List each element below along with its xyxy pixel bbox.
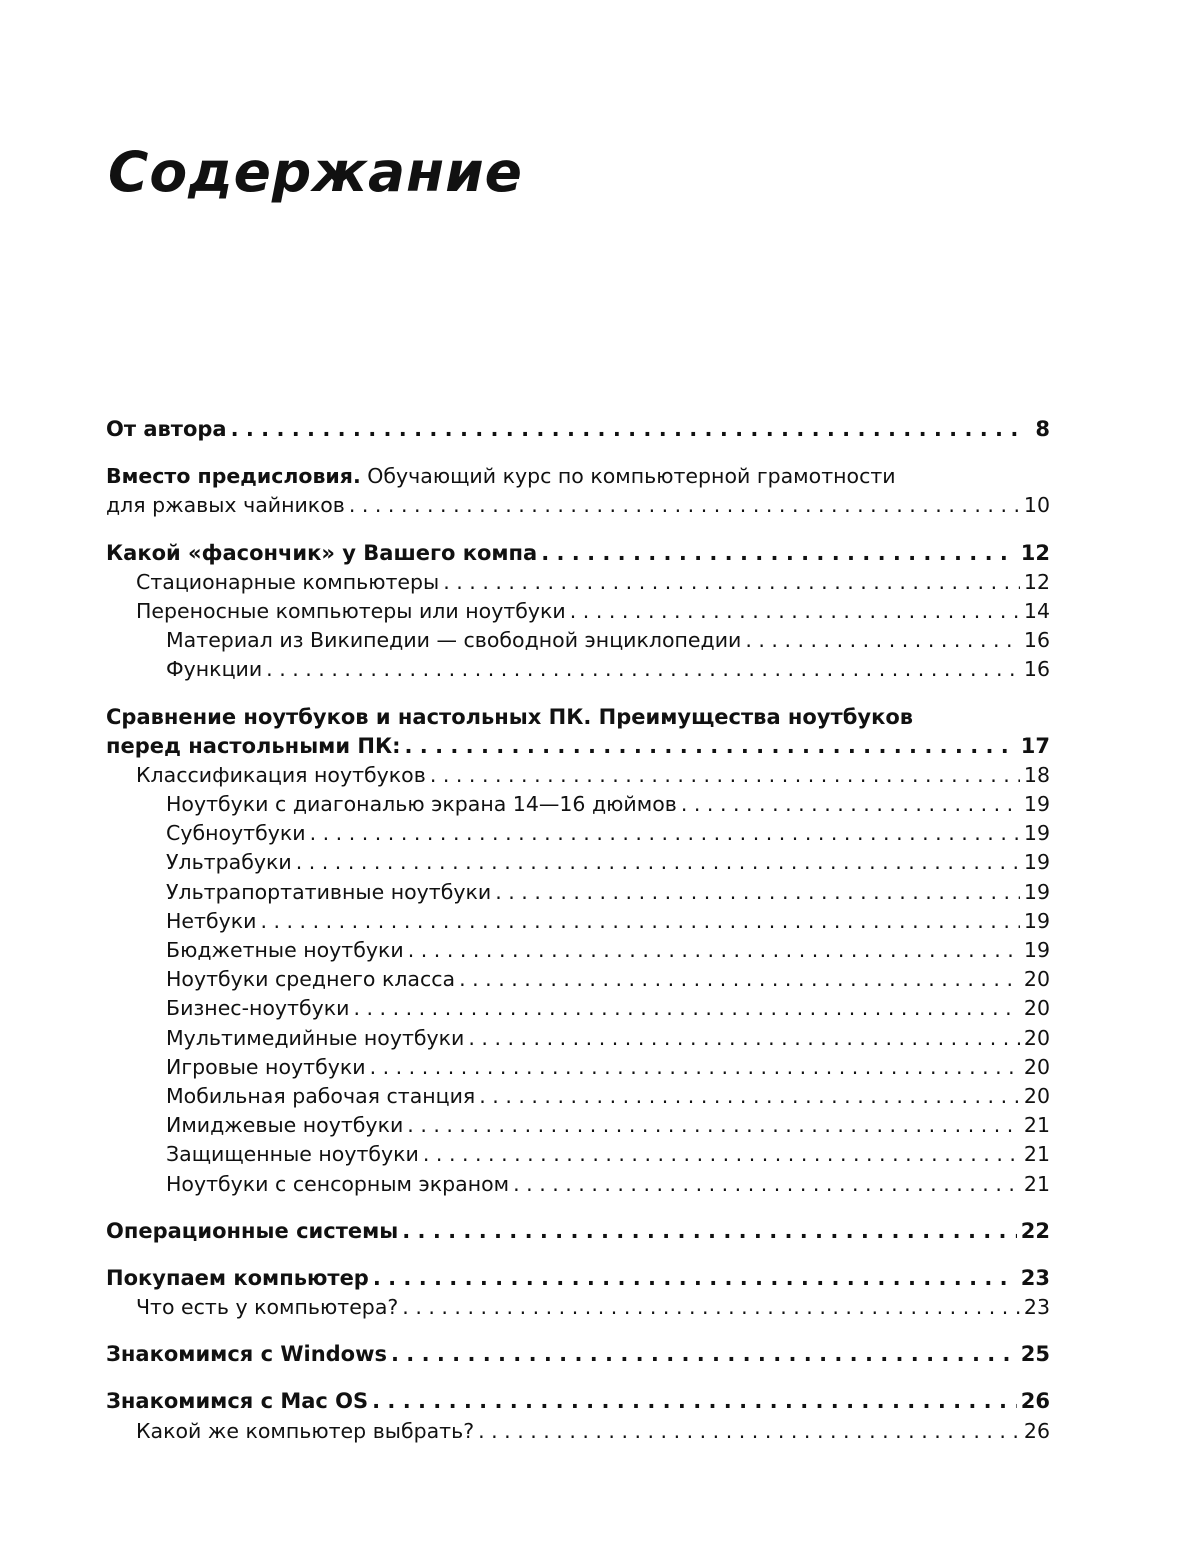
toc-section <box>106 415 1050 444</box>
dot-leader <box>681 790 1020 819</box>
toc-entry[interactable] <box>106 819 1050 848</box>
dot-leader <box>570 597 1020 626</box>
dot-leader <box>349 491 1020 520</box>
toc-page-number: 20 <box>1023 996 1050 1021</box>
toc-entry-title: Игровые ноутбуки <box>166 1054 366 1079</box>
toc-page-number: 14 <box>1023 598 1050 623</box>
toc-page-number: 17 <box>1020 733 1050 758</box>
toc-entry-title: Ультрапортативные ноутбуки <box>166 879 492 904</box>
toc-entry-title: Бизнес-ноутбуки <box>166 996 350 1021</box>
toc-entry-title: Мобильная рабочая станция <box>166 1083 476 1108</box>
toc-entry-title: Мультимедийные ноутбуки <box>166 1025 465 1050</box>
toc-page-number: 23 <box>1020 1265 1050 1290</box>
toc-section <box>106 1387 1050 1445</box>
toc-entry-title: Сравнение ноутбуков и настольных ПК. Преимущества ноутбуков <box>106 704 914 729</box>
toc-page-number: 23 <box>1023 1295 1050 1320</box>
toc-entry[interactable] <box>106 732 1050 761</box>
toc-section <box>106 703 1050 1199</box>
toc-page-number: 21 <box>1023 1142 1050 1167</box>
toc-entry[interactable] <box>106 1082 1050 1111</box>
dot-leader <box>443 568 1020 597</box>
toc-entry-title: Переносные компьютеры или ноутбуки <box>136 598 566 623</box>
dot-leader <box>370 1053 1020 1082</box>
toc-page-number: 10 <box>1023 493 1050 518</box>
toc-page-number: 20 <box>1023 1025 1050 1050</box>
toc-entry-title: Стационарные компьютеры <box>136 569 440 594</box>
toc-entry[interactable] <box>106 1340 1050 1369</box>
toc-entry[interactable] <box>106 539 1050 568</box>
toc-page-number: 8 <box>1035 417 1050 441</box>
toc-entry-title: От автора <box>106 417 227 441</box>
toc-entry[interactable] <box>106 1417 1050 1446</box>
dot-leader <box>423 1140 1020 1169</box>
dot-leader <box>310 819 1020 848</box>
toc-entry-title: Нетбуки <box>166 908 257 933</box>
toc-page-number: 18 <box>1023 762 1050 787</box>
toc-entry-title: Защищенные ноутбуки <box>166 1142 419 1167</box>
toc-entry-title: перед настольными ПК: <box>106 733 401 758</box>
toc-entry[interactable] <box>106 790 1050 819</box>
toc-page-number: 19 <box>1023 908 1050 933</box>
dot-leader <box>402 1293 1020 1322</box>
toc-entry[interactable] <box>106 1264 1050 1293</box>
toc-entry[interactable] <box>106 994 1050 1023</box>
toc-entry-title: Классификация ноутбуков <box>136 762 426 787</box>
toc-page-number: 16 <box>1023 657 1050 682</box>
toc-entry-title: Покупаем компьютер <box>106 1265 369 1290</box>
dot-leader <box>513 1170 1020 1199</box>
toc-entry[interactable] <box>106 491 1050 520</box>
toc-entry-title: Знакомимся с Windows <box>106 1342 387 1367</box>
dot-leader <box>402 1217 1017 1246</box>
toc-page-number: 19 <box>1023 850 1050 875</box>
toc-entry[interactable] <box>106 965 1050 994</box>
toc-page-number: 20 <box>1023 1083 1050 1108</box>
toc-entry-title <box>106 462 896 491</box>
toc-entry-title: Ультрабуки <box>166 850 292 875</box>
toc-entry[interactable] <box>106 655 1050 684</box>
toc-section <box>106 1217 1050 1246</box>
toc-entry[interactable] <box>106 878 1050 907</box>
toc-page-number: 12 <box>1020 540 1050 565</box>
dot-leader <box>373 1264 1017 1293</box>
toc-page-number: 19 <box>1023 821 1050 846</box>
toc-entry[interactable] <box>106 1111 1050 1140</box>
toc-entry[interactable] <box>106 568 1050 597</box>
dot-leader <box>372 1387 1017 1416</box>
dot-leader <box>745 626 1020 655</box>
toc-entry-title: Имиджевые ноутбуки <box>166 1113 404 1138</box>
toc-entry[interactable] <box>106 1170 1050 1199</box>
toc-entry-rest: Обучающий курс по компьютерной грамотности <box>360 464 896 489</box>
toc-section <box>106 539 1050 685</box>
toc-page-number: 19 <box>1023 938 1050 962</box>
dot-leader <box>459 965 1020 994</box>
toc-page-number: 25 <box>1020 1342 1050 1367</box>
toc-entry-title: Бюджетные ноутбуки <box>166 938 404 962</box>
toc-entry[interactable] <box>106 907 1050 936</box>
toc-page-number: 26 <box>1020 1389 1050 1414</box>
toc-entry-title: Что есть у компьютера? <box>136 1295 399 1320</box>
toc-entry-title: Ноутбуки среднего класса <box>166 967 456 992</box>
toc-page-number: 19 <box>1023 792 1050 817</box>
dot-leader <box>266 655 1020 684</box>
dot-leader <box>408 936 1020 965</box>
toc-entry[interactable] <box>106 1053 1050 1082</box>
dot-leader <box>407 1111 1020 1140</box>
page-title: Содержание <box>108 140 523 204</box>
toc-entry-title: Ноутбуки с сенсорным экраном <box>166 1171 510 1196</box>
toc-page-number: 12 <box>1023 569 1050 594</box>
toc-entry-title: Субноутбуки <box>166 821 306 846</box>
toc-entry[interactable] <box>106 1293 1050 1322</box>
toc-page-number: 21 <box>1023 1171 1050 1196</box>
toc-entry[interactable] <box>106 626 1050 655</box>
toc-entry-title: Знакомимся с Mac OS <box>106 1389 369 1414</box>
toc-entry[interactable] <box>106 848 1050 877</box>
toc-entry[interactable] <box>106 703 1050 732</box>
toc-page-number: 20 <box>1023 1054 1050 1079</box>
dot-leader <box>353 994 1019 1023</box>
table-of-contents <box>106 415 1050 1464</box>
dot-leader <box>231 415 1020 444</box>
dot-leader <box>296 848 1020 877</box>
toc-entry-title: для ржавых чайников <box>106 493 345 518</box>
dot-leader <box>479 1082 1020 1111</box>
toc-section <box>106 1264 1050 1322</box>
toc-page-number: 22 <box>1020 1218 1050 1243</box>
toc-entry[interactable] <box>106 415 1050 444</box>
dot-leader <box>468 1024 1020 1053</box>
dot-leader <box>495 878 1020 907</box>
toc-entry[interactable] <box>106 1140 1050 1169</box>
toc-entry[interactable] <box>106 597 1050 626</box>
toc-entry-lead: Вместо предисловия. <box>106 464 361 489</box>
toc-page-number: 20 <box>1023 967 1050 992</box>
toc-section <box>106 462 1050 520</box>
toc-entry[interactable] <box>106 936 1050 965</box>
toc-page-number: 16 <box>1023 628 1050 653</box>
toc-entry[interactable] <box>106 1024 1050 1053</box>
toc-section <box>106 1340 1050 1369</box>
toc-entry-title: Операционные системы <box>106 1218 399 1243</box>
dot-leader <box>260 907 1019 936</box>
dot-leader <box>405 732 1017 761</box>
toc-entry-title: Какой «фасончик» у Вашего компа <box>106 540 538 565</box>
toc-entry[interactable] <box>106 1387 1050 1416</box>
toc-entry-title: Какой же компьютер выбрать? <box>136 1418 475 1443</box>
toc-page-number: 26 <box>1023 1418 1050 1443</box>
toc-entry-title: Материал из Википедии — свободной энциклопедии <box>166 628 742 653</box>
toc-page-number: 21 <box>1023 1113 1050 1138</box>
dot-leader <box>391 1340 1017 1369</box>
dot-leader <box>430 761 1020 790</box>
dot-leader <box>478 1417 1020 1446</box>
toc-entry[interactable] <box>106 462 1050 491</box>
toc-entry-title: Функции <box>166 657 263 682</box>
toc-entry[interactable] <box>106 1217 1050 1246</box>
toc-page-number: 19 <box>1023 879 1050 904</box>
dot-leader <box>541 539 1017 568</box>
toc-entry[interactable] <box>106 761 1050 790</box>
toc-entry-title: Ноутбуки с диагональю экрана 14—16 дюймов <box>166 792 677 817</box>
